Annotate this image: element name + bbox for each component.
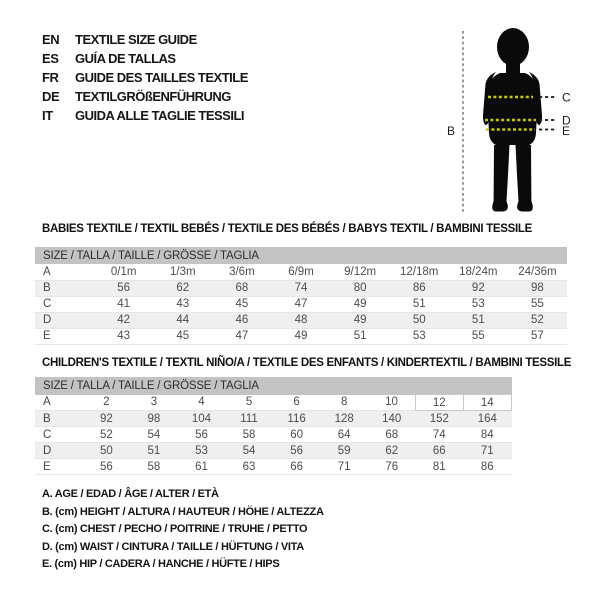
table-cell: 152 — [429, 412, 449, 425]
language-code: IT — [42, 108, 53, 123]
table-cell: 84 — [480, 428, 494, 441]
table-cell: 48 — [294, 314, 308, 326]
table-cell: 61 — [195, 460, 208, 473]
row-label: B — [43, 282, 51, 294]
size-header-row — [35, 377, 512, 395]
table-cell: 98 — [147, 412, 161, 425]
table-cell: 1/3m — [169, 265, 196, 278]
row-label: C — [43, 298, 52, 310]
child-silhouette-figure — [440, 5, 600, 215]
size-header-row — [35, 247, 567, 264]
table-cell: 6/9m — [288, 265, 314, 278]
row-label: E — [43, 330, 51, 342]
measurement-legend — [42, 486, 324, 574]
language-code: ES — [42, 51, 59, 66]
legend-waist: D. (cm) WAIST / CINTURA / TAILLE / HÜFTUNG / VITA — [42, 540, 304, 553]
table-cell: 116 — [287, 412, 306, 425]
table-cell: 45 — [235, 298, 249, 310]
table-cell: 80 — [353, 282, 367, 294]
table-cell: 104 — [191, 412, 212, 425]
table-cell: 52 — [99, 428, 113, 441]
language-list — [42, 30, 248, 125]
legend-height: B. (cm) HEIGHT / ALTURA / HAUTEUR / HÖHE / ALTEZZA — [42, 505, 324, 518]
children-table-title: CHILDREN'S TEXTILE / TEXTIL NIÑO/A / TEXTILE DES ENFANTS / KINDERTEXTIL / BAMBINI TESSILE — [42, 357, 572, 369]
table-cell: 5 — [245, 396, 253, 409]
table-cell: 3 — [150, 396, 158, 409]
children-table — [35, 377, 512, 475]
table-cell: 63 — [242, 460, 256, 473]
table-cell: 59 — [337, 444, 351, 457]
language-title: TEXTILGRÖßENFÜHRUNG — [75, 89, 231, 104]
table-cell: 71 — [480, 444, 494, 457]
table-cell: 50 — [99, 444, 113, 457]
table-cell: 41 — [117, 298, 131, 310]
table-cell: 66 — [432, 444, 446, 457]
table-cell: 164 — [477, 412, 497, 425]
table-cell: 68 — [385, 428, 399, 441]
table-cell: 10 — [385, 396, 398, 409]
table-cell: 56 — [117, 282, 131, 294]
table-cell: 111 — [240, 412, 258, 425]
table-row — [35, 312, 567, 328]
table-cell: 56 — [195, 428, 208, 441]
language-code: DE — [42, 89, 60, 104]
language-title: TEXTILE SIZE GUIDE — [75, 32, 197, 47]
language-title: GUIDA ALLE TAGLIE TESSILI — [75, 108, 245, 123]
language-row-de — [42, 87, 248, 106]
table-cell: 92 — [99, 412, 113, 425]
highlighted-cell: 14 — [463, 395, 511, 411]
table-cell: 68 — [235, 282, 249, 294]
table-row — [35, 296, 567, 312]
row-label: D — [43, 314, 52, 326]
table-cell: 8 — [340, 396, 348, 409]
babies-table — [35, 247, 567, 345]
table-cell: 53 — [412, 330, 426, 342]
table-cell: 55 — [531, 298, 544, 310]
legend-chest: C. (cm) CHEST / PECHO / POITRINE / TRUHE / PETTO — [42, 523, 308, 535]
language-row-fr — [42, 68, 248, 87]
language-title: GUIDE DES TAILLES TEXTILE — [75, 70, 248, 85]
language-code: EN — [42, 32, 60, 47]
table-cell: 71 — [337, 460, 351, 473]
language-row-it — [42, 106, 248, 125]
table-cell: 51 — [147, 444, 161, 457]
row-label: D — [43, 444, 52, 457]
table-cell: 55 — [471, 330, 485, 342]
table-cell: 74 — [294, 282, 308, 294]
table-cell: 57 — [531, 330, 544, 342]
table-row — [35, 395, 512, 411]
table-cell: 64 — [337, 428, 351, 441]
table-cell: 54 — [147, 428, 161, 441]
table-cell: 47 — [235, 330, 249, 342]
language-row-en — [42, 30, 248, 49]
table-cell: 62 — [176, 282, 190, 294]
table-cell: 45 — [176, 330, 190, 342]
table-cell: 4 — [198, 396, 205, 409]
waist-label: D — [562, 113, 571, 128]
table-cell: 62 — [385, 444, 399, 457]
height-label: B — [447, 124, 456, 138]
table-cell: 74 — [432, 428, 446, 441]
table-cell: 58 — [147, 460, 161, 473]
babies-table-title: BABIES TEXTILE / TEXTIL BEBÉS / TEXTILE DES BÉBÉS / BABYS TEXTIL / BAMBINI TESSILE — [42, 223, 532, 235]
table-cell: 47 — [294, 298, 308, 310]
table-row — [35, 427, 512, 443]
table-cell: 86 — [412, 282, 426, 294]
table-cell: 58 — [242, 428, 256, 441]
row-label: A — [43, 265, 51, 278]
table-cell: 12/18m — [400, 265, 439, 278]
table-cell: 140 — [382, 412, 402, 425]
highlighted-cell: 12 — [416, 395, 464, 411]
table-cell: 49 — [353, 298, 367, 310]
table-cell: 53 — [195, 444, 208, 457]
table-cell: 54 — [242, 444, 256, 457]
hip-label: E — [562, 124, 571, 138]
legend-age: A. AGE / EDAD / ÂGE / ALTER / ETÀ — [42, 488, 219, 500]
chest-label: C — [562, 90, 571, 105]
table-cell: 76 — [385, 460, 399, 473]
table-cell: 51 — [471, 314, 485, 326]
table-cell: 86 — [480, 460, 494, 473]
table-cell: 98 — [531, 282, 544, 294]
table-cell: 50 — [412, 314, 426, 326]
legend-hip: E. (cm) HIP / CADERA / HANCHE / HÜFTE / HIPS — [42, 558, 280, 570]
row-label: A — [43, 396, 51, 409]
table-row — [35, 264, 567, 280]
table-cell: 60 — [290, 428, 303, 441]
table-cell: 43 — [117, 330, 131, 342]
table-cell: 49 — [353, 314, 367, 326]
table-cell: 46 — [235, 314, 249, 326]
language-code: FR — [42, 70, 59, 85]
table-cell: 43 — [176, 298, 190, 310]
language-title: GUÍA DE TALLAS — [75, 51, 176, 66]
table-cell: 51 — [412, 298, 426, 310]
table-cell: 128 — [334, 412, 354, 425]
table-row — [35, 328, 567, 344]
size-header-label: SIZE / TALLA / TAILLE / GRÖSSE / TAGLIA — [35, 247, 567, 264]
table-cell: 6 — [293, 396, 300, 409]
table-cell: 42 — [117, 314, 131, 326]
table-cell: 2 — [103, 396, 110, 409]
table-cell: 81 — [432, 460, 446, 473]
table-cell: 9/12m — [344, 265, 377, 278]
language-row-es — [42, 49, 248, 68]
table-cell: 24/36m — [518, 265, 557, 278]
table-cell: 92 — [471, 282, 485, 294]
table-cell: 51 — [353, 330, 367, 342]
table-row — [35, 411, 512, 427]
row-label: C — [43, 428, 52, 441]
table-row — [35, 459, 512, 475]
table-cell: 3/6m — [229, 265, 255, 278]
table-cell: 52 — [531, 314, 544, 326]
row-label: E — [43, 460, 51, 473]
table-cell: 0/1m — [110, 265, 137, 278]
table-cell: 56 — [290, 444, 303, 457]
table-cell: 49 — [294, 330, 308, 342]
table-cell: 56 — [99, 460, 113, 473]
table-cell: 44 — [176, 314, 190, 326]
size-header-label: SIZE / TALLA / TAILLE / GRÖSSE / TAGLIA — [35, 377, 512, 395]
row-label: B — [43, 412, 51, 425]
table-cell: 18/24m — [459, 265, 498, 278]
table-row — [35, 280, 567, 296]
table-cell: 66 — [290, 460, 303, 473]
table-cell: 53 — [471, 298, 485, 310]
table-row — [35, 443, 512, 459]
